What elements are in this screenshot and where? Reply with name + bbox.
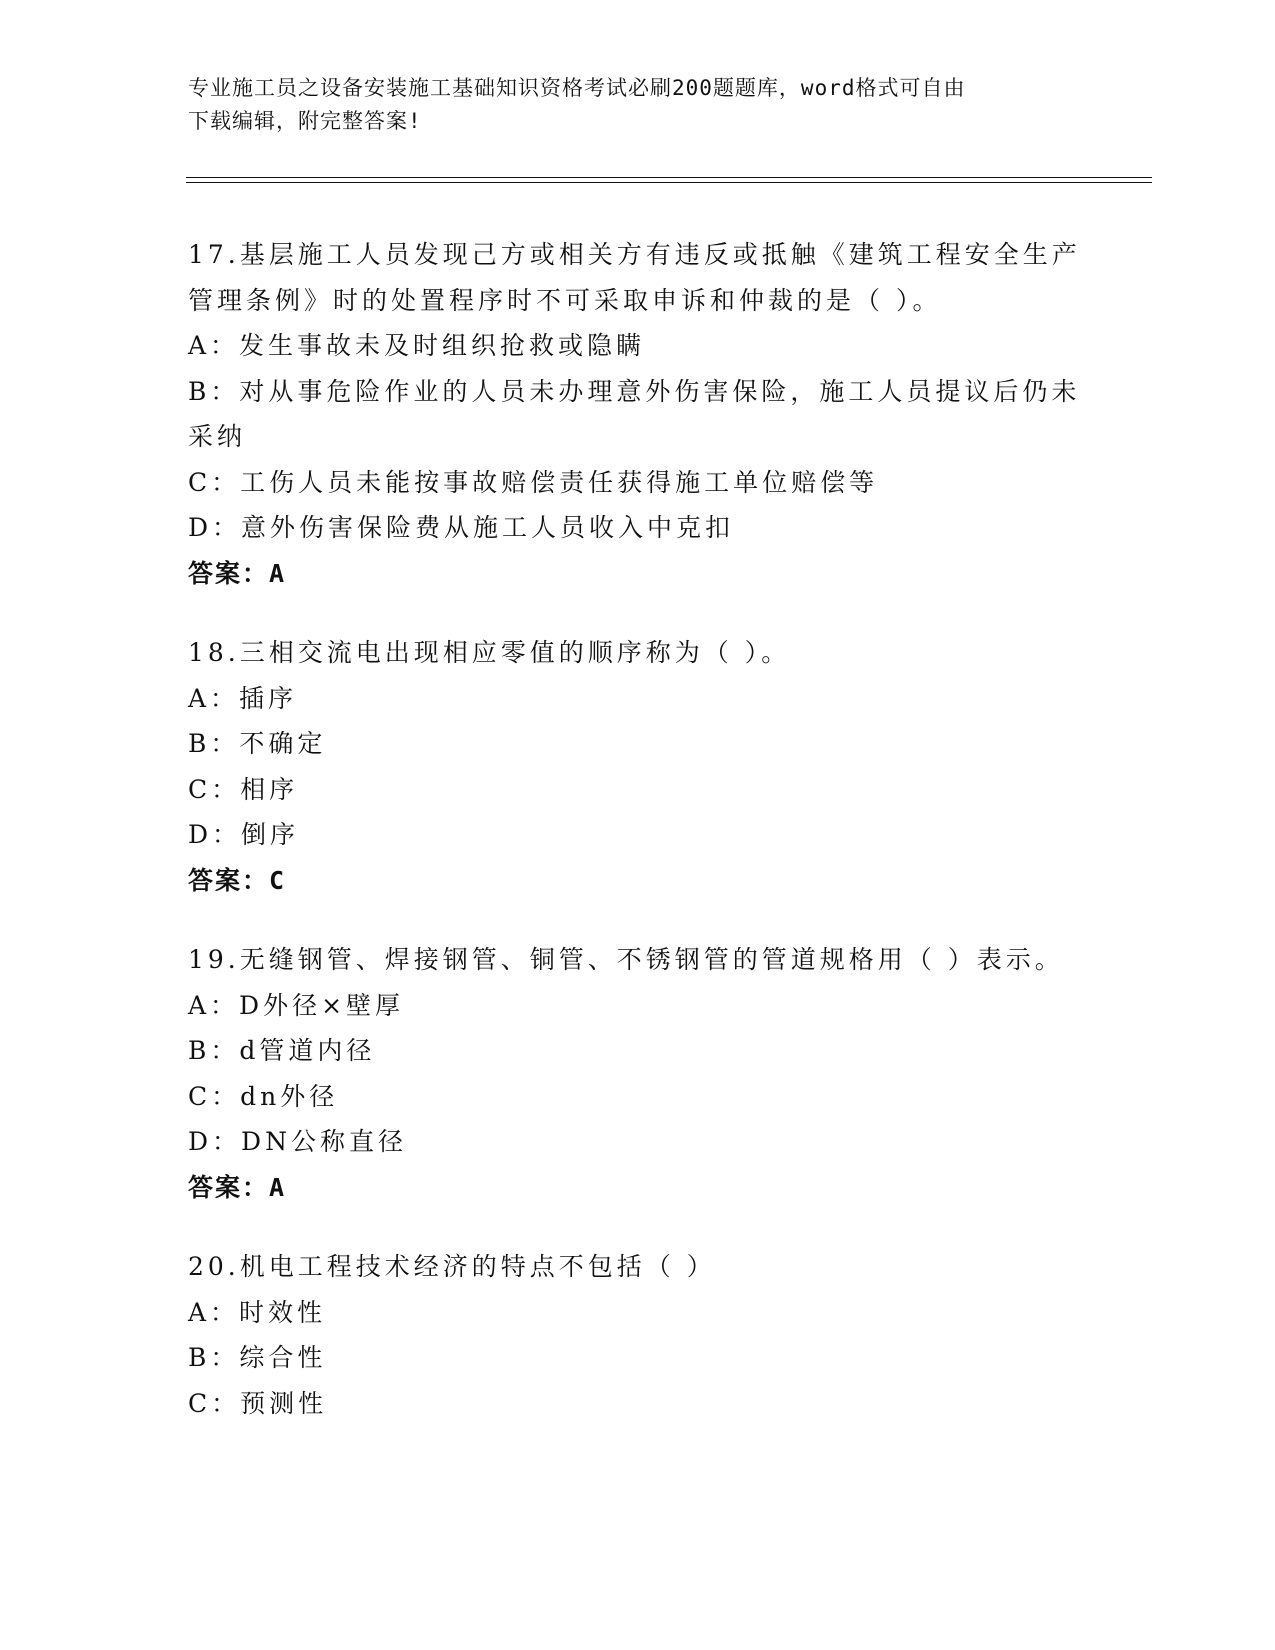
answer: 答案：A <box>188 558 287 588</box>
question-17 <box>188 232 1088 596</box>
question-title: 17.基层施工人员发现己方或相关方有违反或抵触《建筑工程安全生产 <box>188 240 1081 269</box>
header-divider-top <box>186 177 1152 178</box>
question-title-continued: 管理条例》时的处置程序时不可采取申诉和仲裁的是（ ）。 <box>188 285 942 315</box>
question-title: 18.三相交流电出现相应零值的顺序称为（ ）。 <box>188 638 791 667</box>
answer: 答案：A <box>188 1172 287 1202</box>
option-c: C：dn外径 <box>188 1081 339 1111</box>
option-a: A：时效性 <box>188 1297 327 1327</box>
option-a: A：发生事故未及时组织抢救或隐瞒 <box>188 331 646 360</box>
option-c: C：相序 <box>188 774 299 804</box>
question-title: 20.机电工程技术经济的特点不包括（ ） <box>188 1252 716 1281</box>
document-header <box>188 72 1068 138</box>
answer: 答案：C <box>188 865 287 895</box>
option-d: D：倒序 <box>188 820 300 849</box>
option-a: A：插序 <box>188 683 298 713</box>
option-d: D：意外伤害保险费从施工人员收入中克扣 <box>188 513 735 542</box>
question-title: 19.无缝钢管、焊接钢管、铜管、不锈钢管的管道规格用（ ）表示。 <box>188 945 1064 974</box>
option-c: C：预测性 <box>188 1388 328 1418</box>
question-18 <box>188 630 1088 903</box>
question-list <box>188 232 1088 1460</box>
option-a: A：D外径×壁厚 <box>188 990 405 1020</box>
option-b: B：d管道内径 <box>188 1036 376 1065</box>
option-b: B：对从事危险作业的人员未办理意外伤害保险，施工人员提议后仍未 <box>188 376 1081 406</box>
header-divider-bottom <box>186 182 1152 183</box>
question-19 <box>188 937 1088 1210</box>
question-20 <box>188 1244 1088 1426</box>
header-line-2: 下载编辑，附完整答案! <box>188 109 422 133</box>
option-c: C：工伤人员未能按事故赔偿责任获得施工单位赔偿等 <box>188 467 879 497</box>
header-line-1: 专业施工员之设备安装施工基础知识资格考试必刷200题题库，word格式可自由 <box>188 76 966 100</box>
option-b: B：不确定 <box>188 729 327 758</box>
option-b: B：综合性 <box>188 1343 327 1372</box>
option-d: D：DN公称直径 <box>188 1127 407 1156</box>
option-b-continued: 采纳 <box>188 422 247 451</box>
